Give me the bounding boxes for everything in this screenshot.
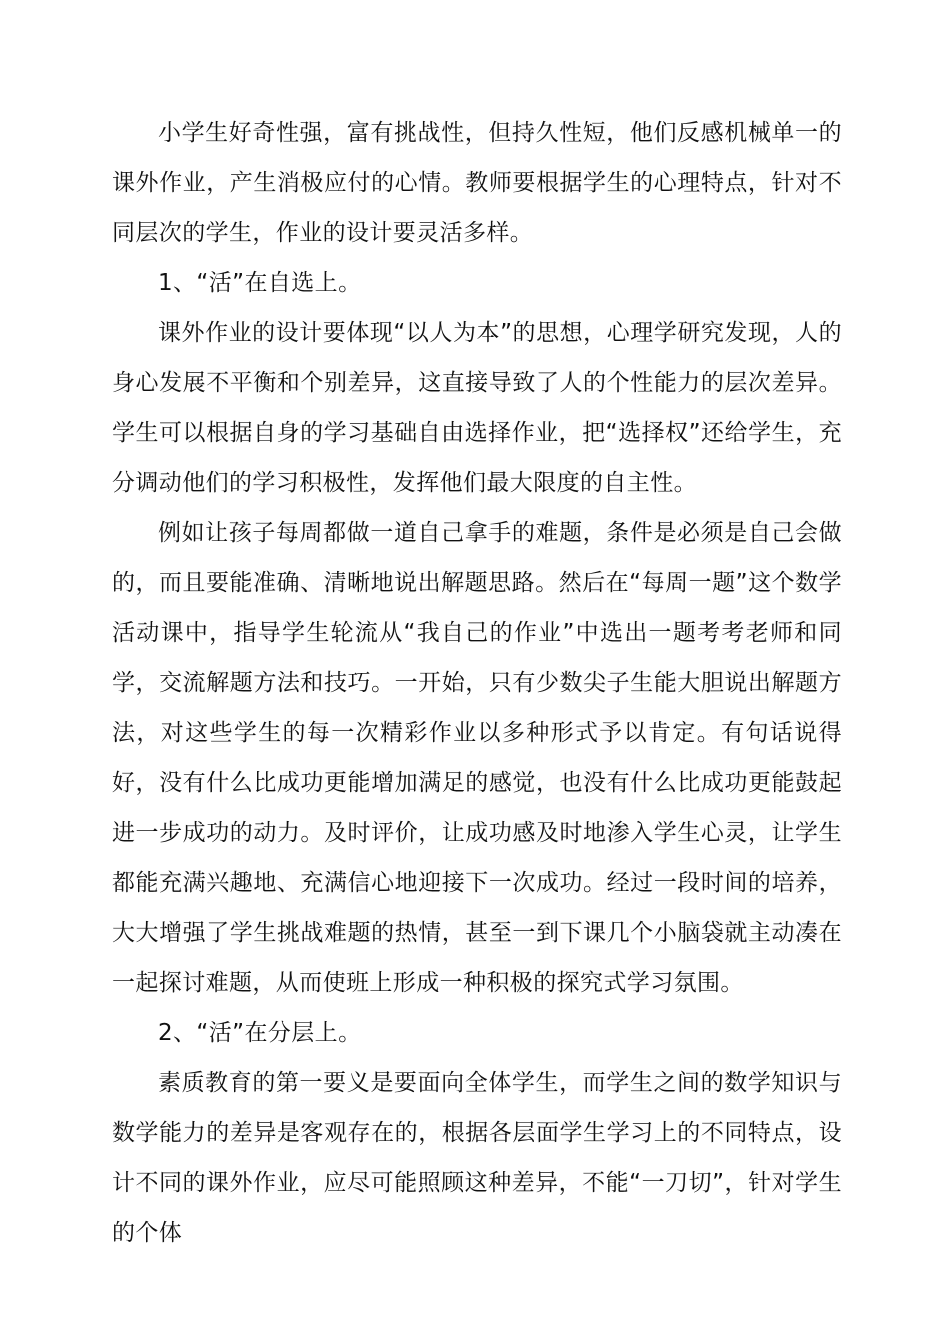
- paragraph-example: 例如让孩子每周都做一道自己拿手的难题，条件是必须是自己会做的，而且要能准确、清晰地说出解题思路。然后在“每周一题”这个数学活动课中，指导学生轮流从“我自己的作业”中选出一题考考老师和同学，交流解题方法和技巧。一开始，只有少数尖子生能大胆说出解题方法，对这些学生的每一次精彩作业以多种形式予以肯定。有句话说得好，没有什么比成功更能增加满足的感觉，也没有什么比成功更能鼓起进一步成功的动力。及时评价，让成功感及时地渗入学生心灵，让学生都能充满兴趣地、充满信心地迎接下一次成功。经过一段时间的培养，大大增强了学生挑战难题的热情，甚至一到下课几个小脑袋就主动凑在一起探讨难题，从而使班上形成一种积极的探究式学习氛围。: [112, 520, 842, 996]
- heading-self-selection: 1、“活”在自选上。: [158, 270, 362, 296]
- paragraph-self-selection: 课外作业的设计要体现“以人为本”的思想，心理学研究发现，人的身心发展不平衡和个别差异，这直接导致了人的个性能力的层次差异。学生可以根据自身的学习基础自由选择作业，把“选择权”还给学生，充分调动他们的学习积极性，发挥他们最大限度的自主性。: [112, 320, 842, 496]
- paragraph-intro: 小学生好奇性强，富有挑战性，但持久性短，他们反感机械单一的课外作业，产生消极应付的心情。教师要根据学生的心理特点，针对不同层次的学生，作业的设计要灵活多样。: [112, 120, 842, 246]
- document-body: [112, 108, 842, 1258]
- paragraph-layering: 素质教育的第一要义是要面向全体学生，而学生之间的数学知识与数学能力的差异是客观存在的，根据各层面学生学习上的不同特点，设计不同的课外作业，应尽可能照顾这种差异，不能“一刀切”，针对学生的个体: [112, 1070, 842, 1246]
- heading-layering: 2、“活”在分层上。: [158, 1020, 362, 1046]
